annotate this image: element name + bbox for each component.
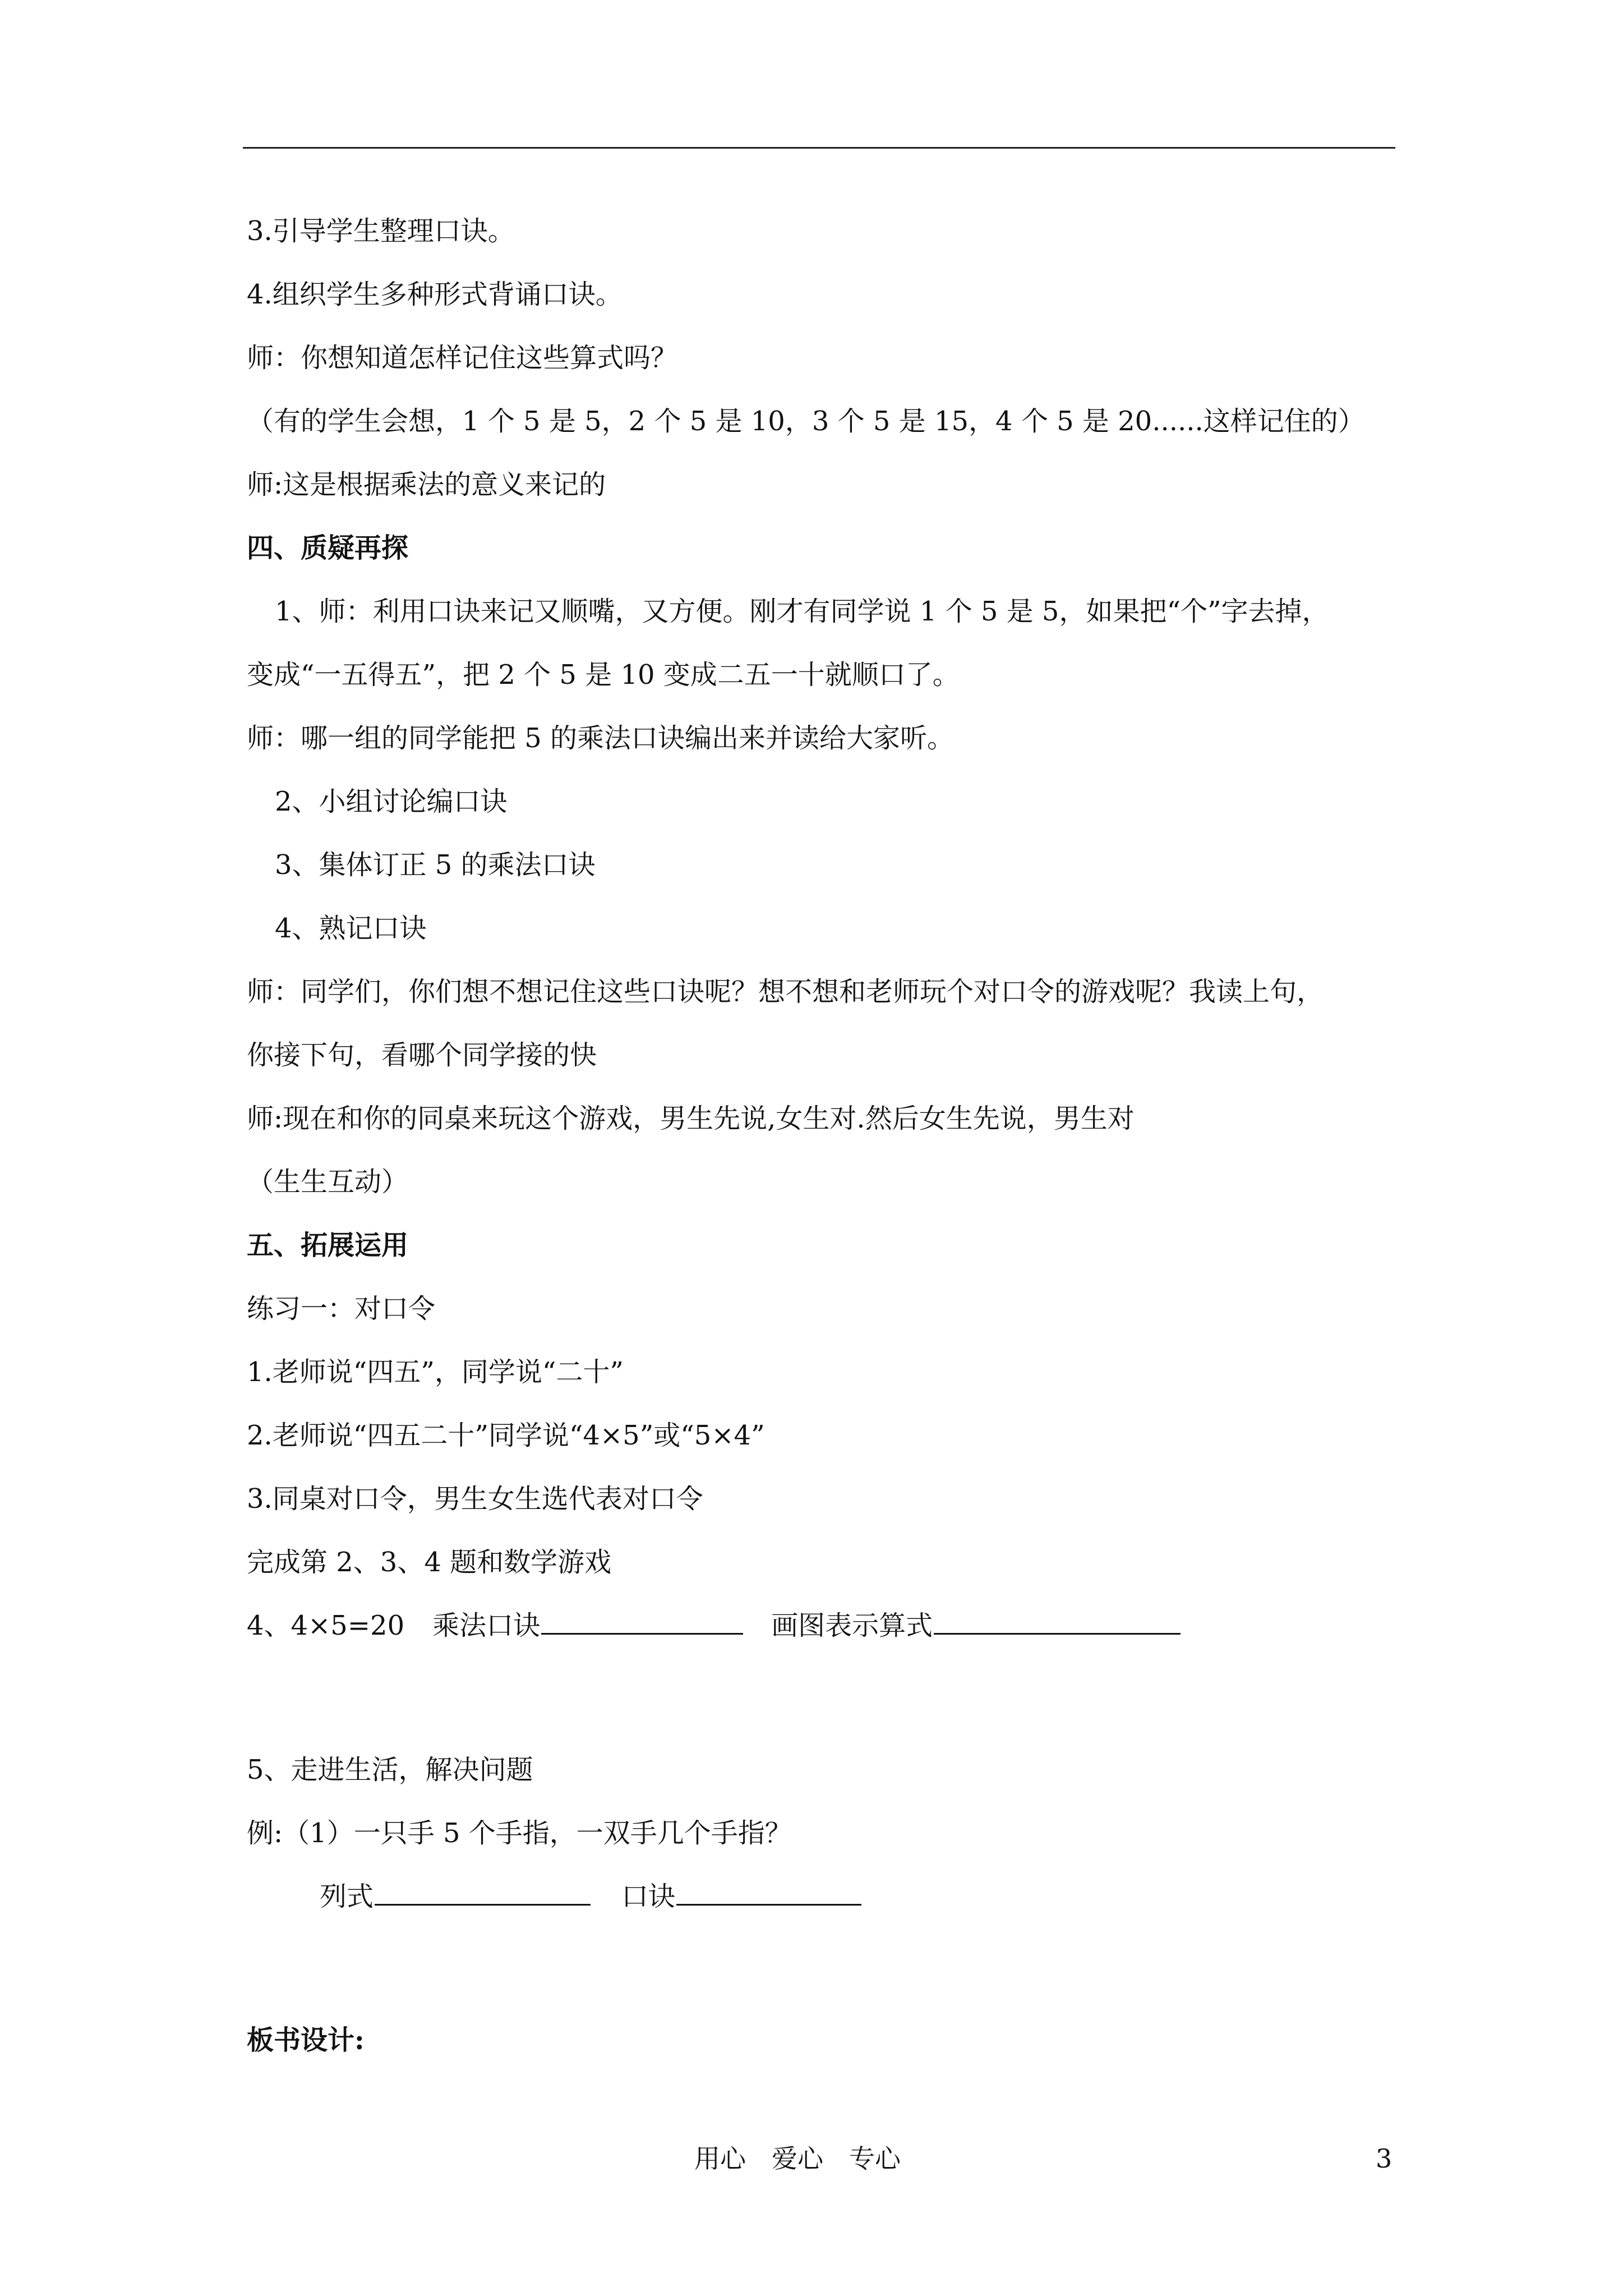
drawing-blank[interactable] bbox=[934, 1611, 1181, 1635]
page-number: 3 bbox=[1376, 2143, 1393, 2174]
text-line: 完成第 2、3、4 题和数学游戏 bbox=[247, 1547, 612, 1578]
text-line: 你接下句，看哪个同学接的快 bbox=[247, 1039, 597, 1071]
exercise-4-label-drawing: 画图表示算式 bbox=[771, 1610, 933, 1641]
equation-blank[interactable] bbox=[375, 1881, 591, 1906]
text-line: 4、熟记口诀 bbox=[275, 913, 427, 944]
text-line: （生生互动） bbox=[247, 1166, 409, 1198]
text-line: 师:现在和你的同桌来玩这个游戏，男生先说,女生对.然后女生先说，男生对 bbox=[247, 1103, 1135, 1134]
text-line: 3、集体订正 5 的乘法口诀 bbox=[275, 849, 596, 881]
exercise-4-equation: 4、4×5=20 bbox=[247, 1610, 405, 1641]
text-line: 1.老师说“四五”，同学说“二十” bbox=[247, 1356, 624, 1388]
rhyme-blank[interactable] bbox=[676, 1881, 861, 1906]
exercise-5-answer-line bbox=[320, 1879, 861, 1915]
header-rule bbox=[243, 147, 1395, 149]
text-line: 变成“一五得五”，把 2 个 5 是 10 变成二五一十就顺口了。 bbox=[247, 659, 960, 691]
text-line: 练习一：对口令 bbox=[247, 1293, 436, 1324]
text-line: 师：你想知道怎样记住这些算式吗？ bbox=[247, 342, 678, 374]
text-line: 师:这是根据乘法的意义来记的 bbox=[247, 469, 606, 500]
text-line: （有的学生会想，1 个 5 是 5，2 个 5 是 10，3 个 5 是 15，4 个 5 是 20......这样记住的） bbox=[247, 406, 1365, 437]
text-line: 例:（1）一只手 5 个手指，一双手几个手指？ bbox=[247, 1818, 792, 1849]
text-line: 2.老师说“四五二十”同学说“4×5”或“5×4” bbox=[247, 1420, 765, 1451]
formula-blank[interactable] bbox=[541, 1611, 743, 1635]
section-heading: 板书设计: bbox=[247, 2024, 365, 2056]
text-line: 1、师：利用口诀来记又顺嘴，又方便。刚才有同学说 1 个 5 是 5，如果把“个”字去掉， bbox=[275, 596, 1329, 627]
text-line: 师：哪一组的同学能把 5 的乘法口诀编出来并读给大家听。 bbox=[247, 723, 955, 754]
text-line: 师：同学们，你们想不想记住这些口诀呢？想不想和老师玩个对口令的游戏呢？我读上句， bbox=[247, 976, 1324, 1007]
text-line: 3.同桌对口令，男生女生选代表对口令 bbox=[247, 1483, 703, 1515]
exercise-4-label-formula: 乘法口诀 bbox=[432, 1610, 541, 1641]
footer-motto: 用心 爱心 专心 bbox=[694, 2143, 901, 2174]
section-heading: 四、质疑再探 bbox=[247, 532, 409, 564]
exercise-4-line bbox=[247, 1608, 1181, 1644]
rhyme-label: 口诀 bbox=[621, 1881, 676, 1912]
text-line: 2、小组讨论编口诀 bbox=[275, 786, 508, 817]
section-heading: 五、拓展运用 bbox=[247, 1230, 409, 1261]
text-line: 4.组织学生多种形式背诵口诀。 bbox=[247, 279, 623, 310]
text-line: 5、走进生活，解决问题 bbox=[247, 1754, 533, 1786]
equation-label: 列式 bbox=[320, 1881, 374, 1912]
text-line: 3.引导学生整理口诀。 bbox=[247, 215, 515, 247]
